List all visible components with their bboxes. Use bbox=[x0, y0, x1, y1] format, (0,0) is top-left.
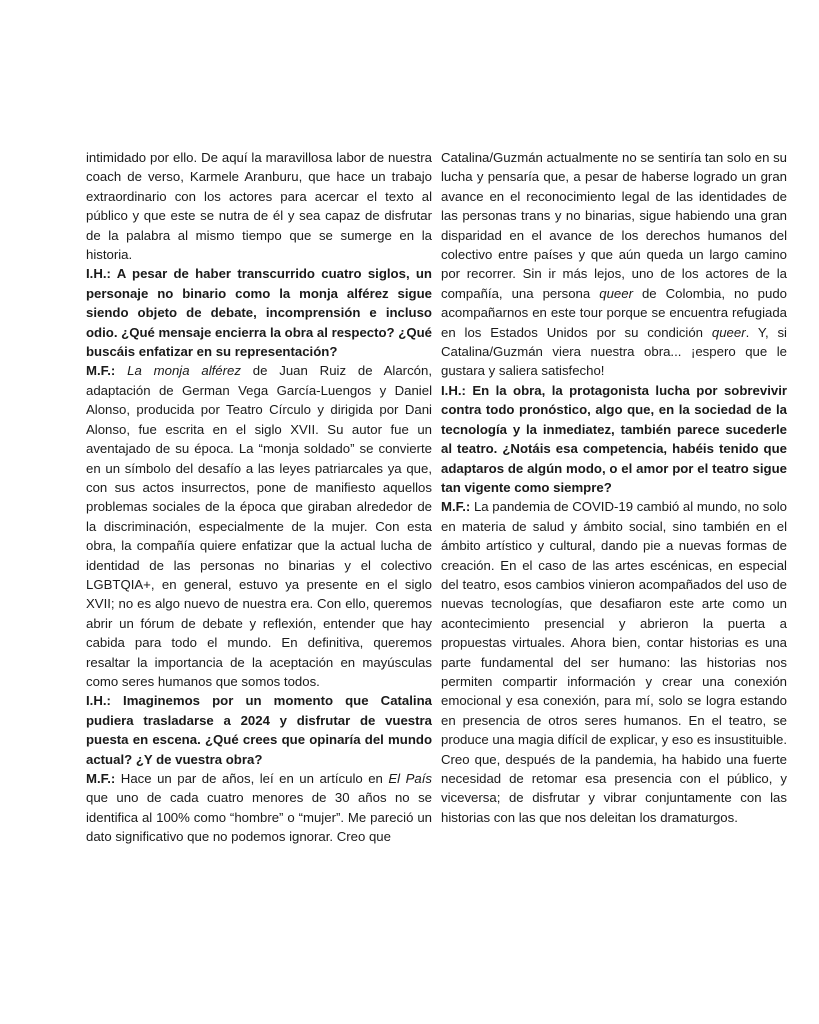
source-title: El País bbox=[388, 771, 432, 786]
term-queer: queer bbox=[711, 324, 746, 340]
answer-text: de Colombia, no pudo acompañarnos en este tour porque se encuentra refugiada en los Estados Unidos por su condición bbox=[441, 285, 787, 340]
answer-3 bbox=[441, 497, 787, 827]
term-queer: queer bbox=[599, 285, 633, 301]
question-text: En la obra, la protagonista lucha por sobrevivir contra todo pronóstico, algo que, en la sociedad de la tecnología y la inmediatez, también parece sucederle al teatro. ¿Notáis esa competencia, habéis tenido que adaptaros de algún modo, o el amor por el teatro sigue tan vigente como siempre? bbox=[441, 382, 787, 495]
question-2 bbox=[86, 691, 432, 769]
paragraph-intro: intimidado por ello. De aquí la maravillosa labor de nuestra coach de verso, Karmele Aranburu, que hace un trabajo extraordinario con los actores para acercar el texto al público y que este se nutra de él y sea capaz de disfrutar de la palabra al mismo tiempo que se sumerge en la historia. bbox=[86, 150, 432, 263]
speaker-label: M.F.: bbox=[441, 499, 471, 515]
answer-2-continued bbox=[441, 148, 787, 381]
right-column bbox=[441, 148, 787, 827]
answer-text: de Juan Ruiz de Alarcón, adaptación de German Vega García-Luengos y Daniel Alonso, producida por Teatro Círculo y dirigida por Dani Alonso, fue escrita en el siglo XVII. Su autor fue un aventajado de su época. La “monja soldado” se convierte en un símbolo del desafío a las leyes patriarcales ya que, con sus actos insurrectos, pone de manifiesto aquellos problemas sociales de la época que giraban alrededor de la discriminación, especialmente de la mujer. Con esta obra, la compañía quiere enfatizar que la actual lucha de identidad de las personas no binarias y el colectivo LGBTQIA+, en general, estuvo ya presente en el siglo XVII; no es algo nuevo de nuestra era. Con ello, queremos abrir un fórum de debate y reflexión, entender que hay cabida para todo el mundo. En definitiva, queremos resaltar la importancia de la aceptación en mayúsculas como seres humanos que somos todos. bbox=[86, 363, 432, 689]
speaker-label: M.F.: bbox=[86, 771, 116, 786]
answer-1 bbox=[86, 361, 432, 691]
answer-2 bbox=[86, 769, 432, 847]
work-title: La monja alférez bbox=[127, 363, 241, 379]
speaker-label: I.H.: bbox=[86, 266, 111, 282]
answer-text: La pandemia de COVID-19 cambió al mundo, no solo en materia de salud y ámbito social, sino también en el ámbito artístico y cultural, dando pie a nuevas formas de creación. En el caso de las artes escénicas, en especial del teatro, esos cambios vinieron acompañados del uso de nuevas tecnologías, que desafiaron este arte como un acontecimiento presencial y abrieron la puerta a propuestas virtuales. Ahora bien, contar historias es una parte fundamental del ser humano: las historias nos permiten compartir información y crear una conexión emocional y esa conexión, para mí, solo se logra estando en presencia de otros seres humanos. En el teatro, se produce una magia difícil de explicar, y eso es insustituible. Creo que, después de la pandemia, ha habido una fuerte necesidad de retomar esa presencia con el público, y viceversa; de disfrutar y vibrar conjuntamente con las historias con las que nos deleitan los dramaturgos. bbox=[441, 499, 787, 825]
question-1 bbox=[86, 264, 432, 361]
answer-text: Hace un par de años, leí en un artículo en bbox=[115, 771, 389, 786]
answer-text: que uno de cada cuatro menores de 30 años no se identifica al 100% como “hombre” o “mujer”. Me pareció un dato significativo que no podemos ignorar. Creo que bbox=[86, 790, 432, 845]
speaker-label: I.H.: bbox=[86, 693, 111, 709]
question-text: Imaginemos por un momento que Catalina pudiera trasladarse a 2024 y disfrutar de vuestra puesta en escena. ¿Qué crees que opinaría del mundo actual? ¿Y de vuestra obra? bbox=[86, 693, 432, 767]
left-column bbox=[86, 148, 432, 847]
answer-text: Catalina/Guzmán actualmente no se sentiría tan solo en su lucha y pensaría que, a pesar de haberse logrado un gran avance en el reconocimiento legal de las identidades de las personas trans y no binarias, sigue habiendo una gran disparidad en el avance de los derechos humanos del colectivo entre países y que aún queda un largo camino por recorrer. Sin ir más lejos, uno de los actores de la compañía, una persona bbox=[441, 150, 788, 301]
speaker-label: M.F.: bbox=[86, 363, 116, 379]
question-3 bbox=[441, 381, 787, 497]
answer-text: . Y, si Catalina/Guzmán viera nuestra obra... ¡espero que le gustara y saliera satisfecho! bbox=[441, 324, 787, 379]
question-text: A pesar de haber transcurrido cuatro siglos, un personaje no binario como la monja alférez sigue siendo objeto de debate, incomprensión e incluso odio. ¿Qué mensaje encierra la obra al respecto? ¿Qué buscáis enfatizar en su representación? bbox=[86, 266, 432, 360]
speaker-label: I.H.: bbox=[441, 382, 466, 398]
